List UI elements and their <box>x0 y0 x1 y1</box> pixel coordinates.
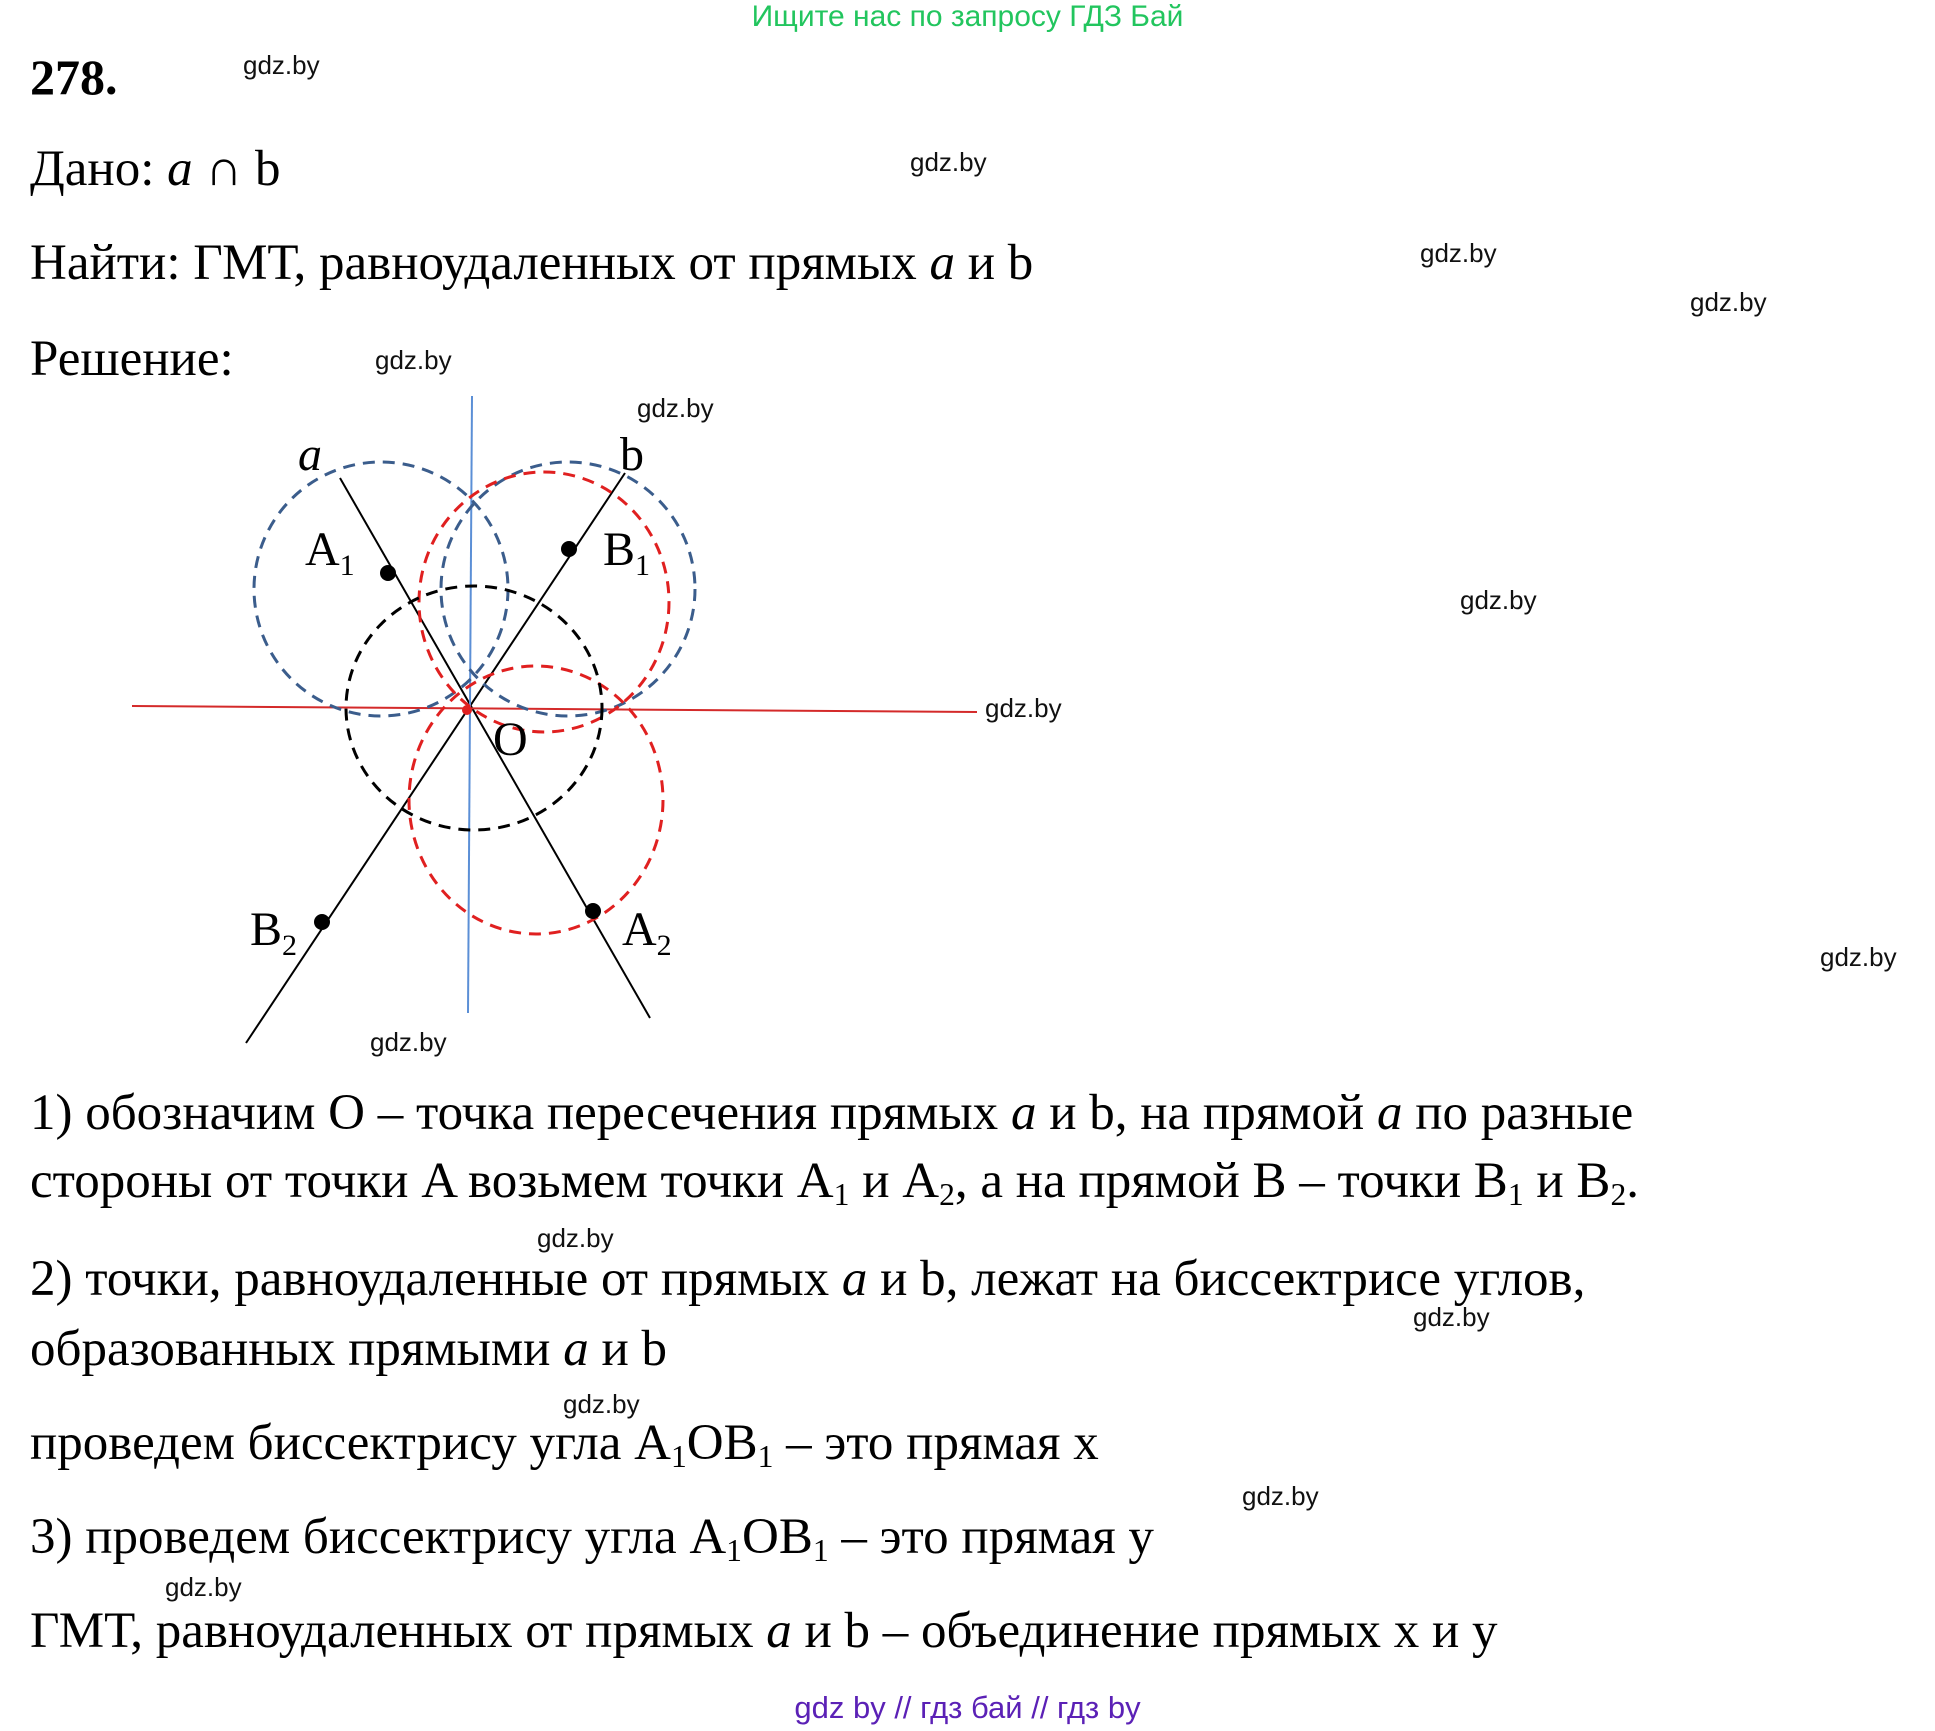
step2-l3-c: – это прямая x <box>786 1415 1099 1471</box>
step1-l2-sub4: 2 <box>1610 1176 1627 1212</box>
step1-text-c: и b, на прямой <box>1049 1085 1365 1141</box>
step2-l3-a: проведем биссектрису угла A <box>30 1415 671 1471</box>
label-a2-main: A <box>622 903 657 956</box>
step1-var-a2: a <box>1376 1085 1403 1141</box>
watermark: gdz.by <box>1413 1302 1490 1332</box>
find-label: Найти: <box>30 235 181 291</box>
point-a2 <box>585 903 601 919</box>
given-a: a <box>167 141 193 197</box>
step2-text-a: 2) точки, равноудаленные от прямых <box>30 1251 830 1307</box>
watermark: gdz.by <box>563 1389 640 1419</box>
label-a1 <box>305 523 355 582</box>
problem-number: 278. <box>30 49 118 105</box>
step3-sub1: 1 <box>726 1532 742 1568</box>
step2-var-a: a <box>841 1251 868 1307</box>
watermark: gdz.by <box>1690 287 1767 317</box>
step2-line2 <box>30 1320 667 1378</box>
step2-l3-sub1: 1 <box>670 1438 687 1474</box>
concl-var: a <box>766 1603 792 1659</box>
step1-line1 <box>30 1084 1633 1142</box>
concl-a: ГМТ, равноудаленных от прямых <box>30 1603 754 1659</box>
point-o <box>462 705 472 715</box>
label-a1-main: A <box>305 523 340 576</box>
label-b2-sub: 2 <box>282 929 298 962</box>
step3-line <box>30 1508 1154 1566</box>
watermark: gdz.by <box>637 393 714 423</box>
step2-line1 <box>30 1250 1585 1308</box>
label-a2-sub: 2 <box>656 929 672 962</box>
step2-l3-sub2: 1 <box>757 1438 774 1474</box>
find-b: b <box>1007 235 1034 291</box>
step3-c: – это прямая y <box>841 1509 1154 1565</box>
conclusion-line <box>30 1602 1498 1660</box>
step1-l2-a: стороны от точки A возьмем точки A <box>30 1153 834 1209</box>
step2-line3 <box>30 1414 1099 1472</box>
step2-l2-c: и b <box>601 1321 667 1377</box>
top-banner[interactable]: Ищите нас по запросу ГДЗ Бай <box>751 0 1184 33</box>
solution-label: Решение: <box>30 331 234 387</box>
watermark: gdz.by <box>165 1572 242 1602</box>
label-a2 <box>622 903 672 962</box>
given-op: ∩ <box>205 141 243 197</box>
geometry-figure <box>0 0 1000 1060</box>
watermark: gdz.by <box>375 345 452 375</box>
label-b1-main: B <box>603 523 636 576</box>
given-b: b <box>254 141 281 197</box>
step1-line2 <box>30 1152 1639 1210</box>
watermark: gdz.by <box>985 693 1062 723</box>
watermark: gdz.by <box>537 1223 614 1253</box>
step1-text-a: 1) обозначим O – точка пересечения прямых <box>30 1085 999 1141</box>
label-b2 <box>250 903 297 962</box>
label-b1-sub: 1 <box>635 549 651 582</box>
step3-sub2: 1 <box>812 1532 829 1568</box>
point-b2 <box>314 914 330 930</box>
watermark: gdz.by <box>370 1027 447 1057</box>
step3-b: OB <box>741 1509 813 1565</box>
watermark: gdz.by <box>1420 238 1497 268</box>
watermark: gdz.by <box>1820 942 1897 972</box>
step2-text-c: и b, лежат на биссектрисе углов, <box>880 1251 1586 1307</box>
concl-c: и b – объединение прямых x и y <box>804 1603 1498 1659</box>
step1-l2-sub2: 2 <box>939 1176 955 1212</box>
watermark: gdz.by <box>910 147 987 177</box>
step2-l3-b: OB <box>686 1415 758 1471</box>
step1-l2-b: и A <box>862 1153 940 1209</box>
given-label: Дано: <box>30 141 155 197</box>
watermark: gdz.by <box>1242 1481 1319 1511</box>
label-b1 <box>603 523 650 582</box>
circle-red-a2 <box>409 666 663 934</box>
circle-red-b1 <box>419 472 669 732</box>
label-line-a: a <box>298 428 322 481</box>
label-a1-sub: 1 <box>339 549 355 582</box>
find-and: и <box>967 235 996 291</box>
label-line-b: b <box>620 428 644 481</box>
step1-text-e: по разные <box>1415 1085 1634 1141</box>
step1-l2-e: . <box>1626 1153 1639 1209</box>
step1-l2-sub3: 1 <box>1507 1176 1524 1212</box>
step2-l2-a: образованных прямыми <box>30 1321 551 1377</box>
step2-l2-var: a <box>563 1321 589 1377</box>
point-b1 <box>561 541 577 557</box>
step1-var-a: a <box>1010 1085 1037 1141</box>
find-text: ГМТ, равноудаленных от прямых <box>193 235 917 291</box>
watermark: gdz.by <box>243 50 320 80</box>
step1-l2-d: и B <box>1536 1153 1611 1209</box>
step1-l2-c: , а на прямой B – точки B <box>954 1153 1508 1209</box>
find-a: a <box>929 235 955 291</box>
bisector-horizontal <box>132 706 977 712</box>
step3-a: 3) проведем биссектрису угла A <box>30 1509 727 1565</box>
label-b2-main: B <box>250 903 283 956</box>
circle-blue-b1 <box>441 462 695 716</box>
step1-l2-sub1: 1 <box>833 1176 850 1212</box>
line-b <box>246 473 625 1043</box>
label-o: O <box>493 713 528 766</box>
footer-links[interactable]: gdz by // гдз бай // гдз by <box>794 1690 1141 1725</box>
point-a1 <box>380 565 396 581</box>
watermark: gdz.by <box>1460 585 1537 615</box>
